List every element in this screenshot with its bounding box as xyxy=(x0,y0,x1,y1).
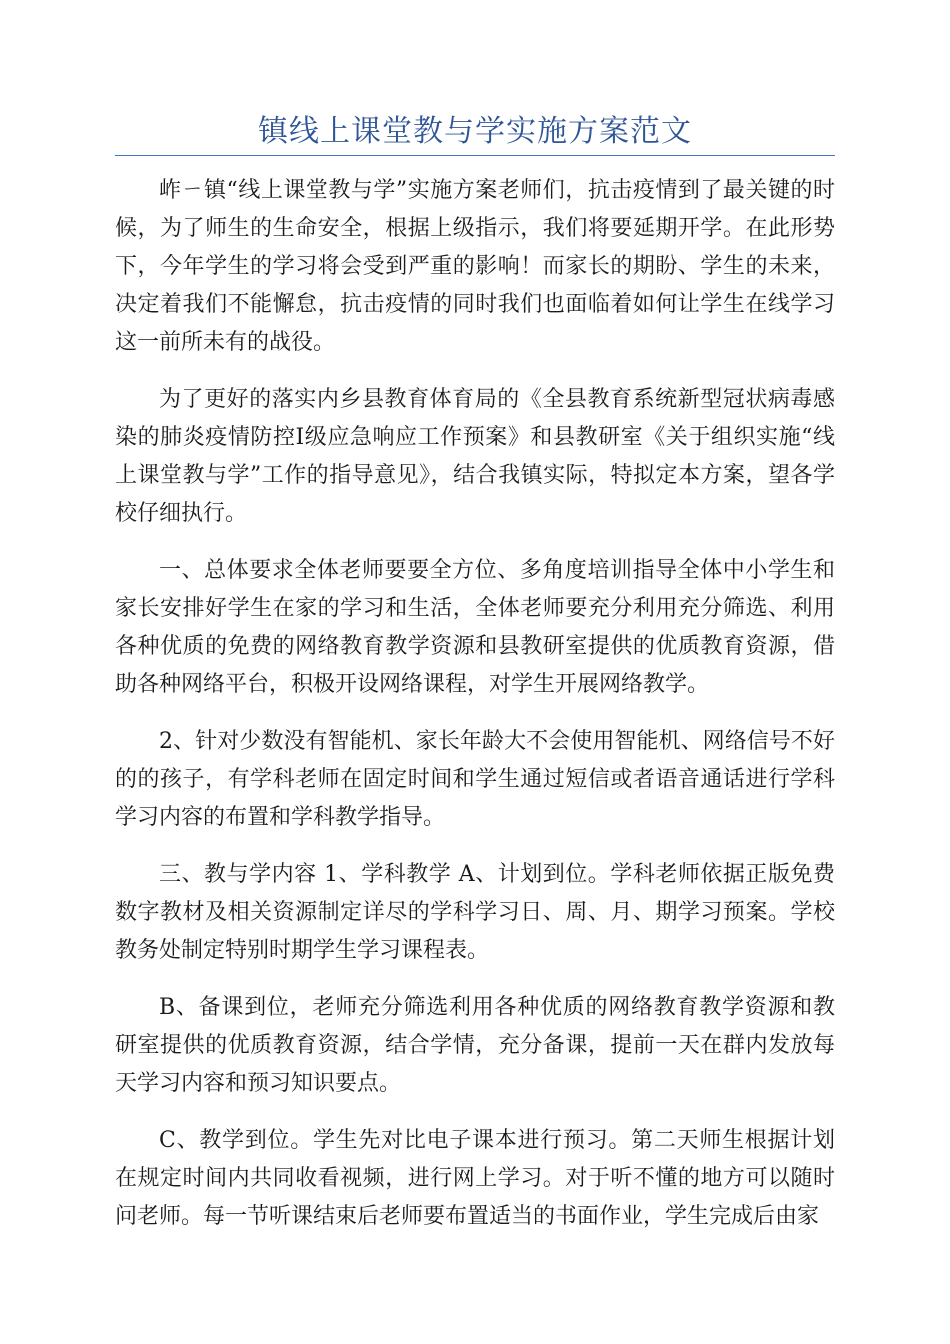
paragraph-intro: 岞ㄧ镇“线上课堂教与学”实施方案老师们，抗击疫情到了最关键的时候，为了师生的生命安全，根据上级指示，我们将要延期开学。在此形势下，今年学生的学习将会受到严重的影响！而家长的期盼、学生的未来，决定着我们不能懈怠，抗击疫情的同时我们也面临着如何让学生在线学习这一前所未有的战役。 xyxy=(115,178,835,355)
title-underline xyxy=(115,155,835,156)
paragraph-teaching-content: 三、教与学内容 1、学科教学 A、计划到位。学科老师依据正版免费数字教材及相关资源制定详尽的学科学习日、周、月、期学习预案。学校教务处制定特别时期学生学习课程表。 xyxy=(115,862,835,963)
paragraph-lesson-prep: B、备课到位，老师充分筛选利用各种优质的网络教育教学资源和教研室提供的优质教育资源，结合学情，充分备课，提前一天在群内发放每天学习内容和预习知识要点。 xyxy=(115,995,835,1096)
document-title: 镇线上课堂教与学实施方案范文 xyxy=(258,114,692,149)
paragraph-general-requirements: 一、总体要求全体老师要要全方位、多角度培训指导全体中小学生和家长安排好学生在家的学习和生活，全体老师要充分利用充分筛选、利用各种优质的免费的网络教育教学资源和县教研室提供的优质教育资源，借助各种网络平台，积极开设网络课程，对学生开展网络教学。 xyxy=(115,558,835,697)
document-body xyxy=(115,172,835,1255)
paragraph-teaching: C、教学到位。学生先对比电子课本进行预习。第二天师生根据计划在规定时间内共同收看视频，进行网上学习。对于听不懂的地方可以随时问老师。每一节听课结束后老师要布置适当的书面作业，学生完成后由家 xyxy=(115,1128,835,1229)
paragraph-purpose: 为了更好的落实内乡县教育体育局的《全县教育系统新型冠状病毒感染的肺炎疫情防控Ⅰ级应急响应工作预案》和县教研室《关于组织实施“线上课堂教与学”工作的指导意见》，结合我镇实际，特拟定本方案，望各学校仔细执行。 xyxy=(115,387,835,526)
paragraph-no-smartphone: 2、针对少数没有智能机、家长年龄大不会使用智能机、网络信号不好的的孩子，有学科老师在固定时间和学生通过短信或者语音通话进行学科学习内容的布置和学科教学指导。 xyxy=(115,729,835,830)
